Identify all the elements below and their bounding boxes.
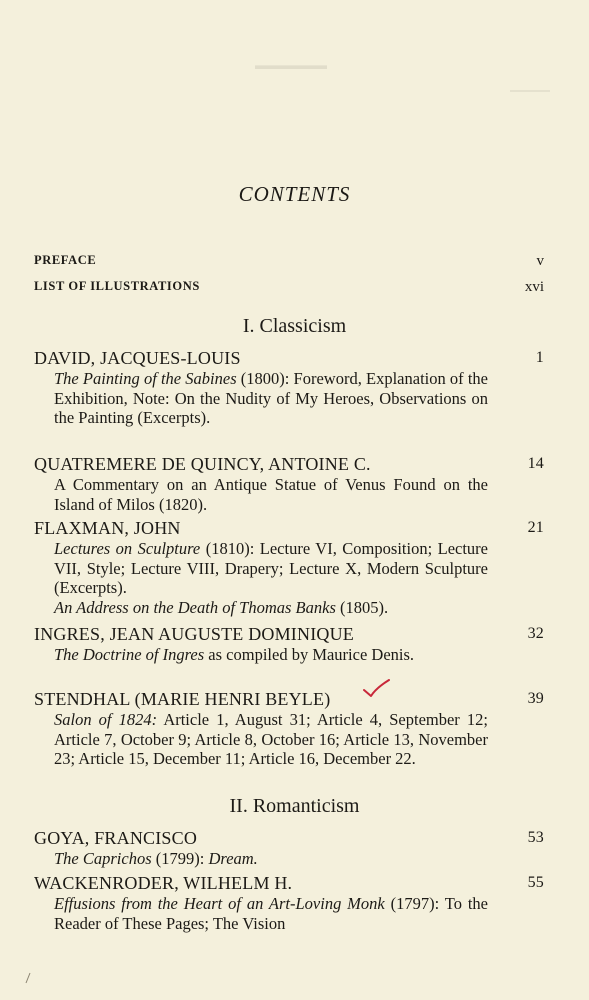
page-number: xvi [524,279,544,295]
section-heading-romanticism: II. Romanticism [229,795,360,817]
author-name: GOYA, FRANCISCO [34,828,198,848]
front-matter-label: PREFACE [34,253,97,267]
description-text: as compiled by Maurice Denis. [204,645,415,664]
work-title: Dream. [208,849,258,868]
entry-description [34,539,544,617]
work-title: Salon of 1824: [54,710,158,729]
author-name: QUATREMERE DE QUINCY, ANTOINE C. [34,454,371,474]
entry-quatremere [34,453,544,514]
entry-author-line [34,623,544,645]
entry-author-line [34,347,544,369]
page-number: 1 [535,349,544,366]
work-title: The Doctrine of Ingres [54,645,205,664]
description-text: (1797): To the Reader of These Pages; The Vision [54,894,488,933]
entry-wackenroder [34,872,544,933]
author-name: DAVID, JACQUES-LOUIS [34,348,241,368]
entry-description [34,849,544,869]
description-text: (1805). [335,597,389,617]
page-number: 39 [527,690,544,707]
description-text: (1800): Foreword, Explanation of the Exhibition, Note: On the Nudity of My Heroes, Observations on the Painting (Excerpts). [54,369,489,428]
work-title: The Caprichos [54,849,152,868]
author-name: STENDHAL (MARIE HENRI BEYLE) [34,689,331,709]
entry-author-line [34,517,544,539]
page-number: 21 [527,519,544,536]
author-name: WACKENRODER, WILHELM H. [34,873,293,893]
author-name: INGRES, JEAN AUGUSTE DOMINIQUE [34,624,354,644]
author-name: FLAXMAN, JOHN [34,518,181,538]
front-matter-label: LIST OF ILLUSTRATIONS [34,279,200,293]
entry-ingres [34,623,544,665]
entry-stendhal [34,688,544,769]
entry-author-line [34,688,544,710]
bleed-through-text: ▬▬▬▬▬▬ [0,0,589,1000]
page-number: v [536,253,544,269]
front-matter-illustrations [34,279,544,294]
description-text: Article 1, August 31; Article 4, September 12; Article 7, October 9; Article 8, October 16; Article 13, November 23; Article 15, December 11; Article 16, December 22. [54,710,488,769]
description-text: (1810): Lecture VI, Composition; Lecture VII, Style; Lecture VIII, Drapery; Lecture X, Modern Sculpture (Excerpts). [54,539,488,598]
page-number: 55 [527,874,544,891]
red-checkmark-icon [362,678,392,702]
entry-description [34,645,544,665]
page-number: 32 [527,625,544,642]
entry-description [34,894,544,933]
work-title: An Address on the Death of Thomas Banks [54,597,336,617]
entry-goya [34,827,544,869]
work-title: Effusions from the Heart of an Art-Loving Monk [54,894,385,913]
page-number: 53 [527,829,544,846]
page-number: 14 [527,455,544,472]
entry-david [34,347,544,428]
entry-author-line [34,453,544,475]
entry-description [34,369,544,428]
work-title: The Painting of the Sabines [54,369,237,388]
entry-flaxman [34,517,544,617]
description-text: (1799): [151,849,209,868]
pencil-mark-icon [24,972,32,984]
section-heading-classicism: I. Classicism [242,315,347,337]
entry-author-line [34,872,544,894]
entry-author-line [34,827,544,849]
entry-description [34,475,544,514]
front-matter-preface [34,253,544,268]
description-text: A Commentary on an Antique Statue of Venus Found on the Island of Milos (1820). [54,475,488,514]
page-title: CONTENTS [238,182,351,206]
entry-description [34,710,544,769]
work-title: Lectures on Sculpture [54,539,201,558]
